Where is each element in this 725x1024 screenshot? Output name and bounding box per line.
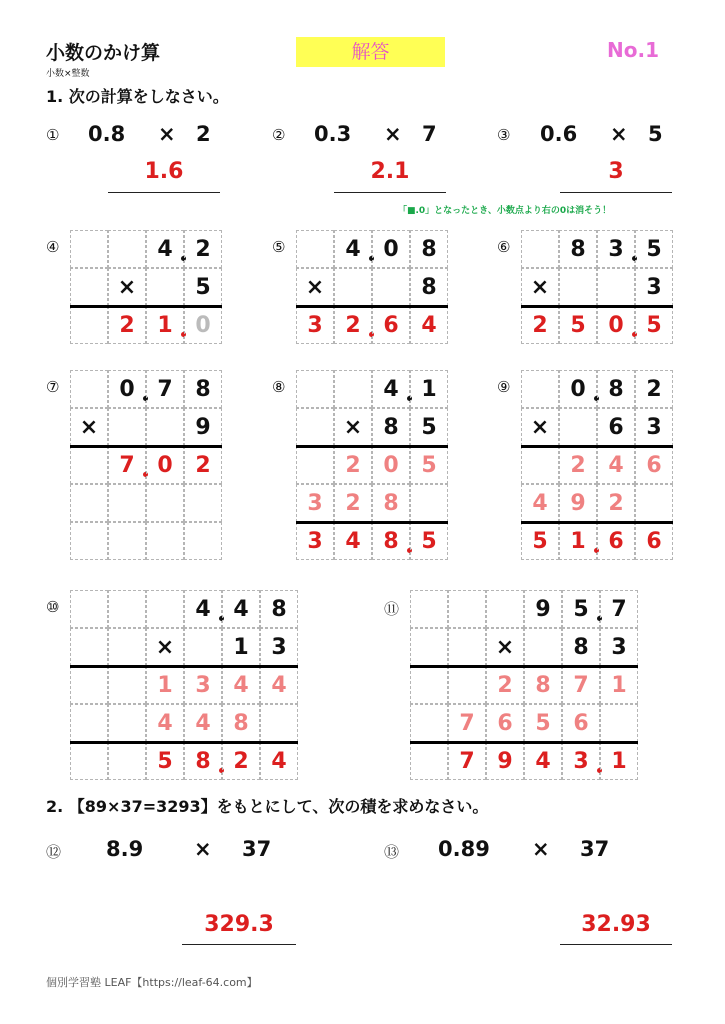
grid-rule [296, 305, 448, 308]
grid-cell: 5 [410, 408, 448, 446]
answer-line [182, 944, 296, 945]
grid-cell: 6 [597, 522, 635, 560]
operand-a: 0.3 [314, 122, 352, 146]
grid-cell: 2 [334, 484, 372, 522]
grid-cell: × [70, 408, 108, 446]
grid-cell: 9 [486, 742, 524, 780]
grid-cell: 8 [410, 268, 448, 306]
grid-cell [296, 408, 334, 446]
grid-cell [146, 484, 184, 522]
grid-cell [70, 268, 108, 306]
grid-cell: 5 [635, 230, 673, 268]
grid-cell: 6 [597, 408, 635, 446]
grid-cell: 3 [260, 628, 298, 666]
grid-cell [334, 370, 372, 408]
grid-cell: 2 [334, 446, 372, 484]
grid-cell [70, 484, 108, 522]
grid-rule [70, 445, 222, 448]
grid-cell [410, 742, 448, 780]
grid-rule [521, 305, 673, 308]
grid-cell [70, 628, 108, 666]
grid-cell: 4 [334, 522, 372, 560]
grid-cell [524, 628, 562, 666]
operator: × [158, 122, 176, 146]
grid-rule [70, 305, 222, 308]
grid-cell [70, 306, 108, 344]
grid-cell: 5 [635, 306, 673, 344]
answer-value: 1.6 [144, 159, 184, 184]
grid-cell [108, 230, 146, 268]
grid-cell: 3 [296, 484, 334, 522]
grid-cell: 7 [146, 370, 184, 408]
grid-cell: 0 [372, 446, 410, 484]
grid-cell: 4 [146, 230, 184, 268]
grid-cell [600, 704, 638, 742]
grid-cell: 1 [410, 370, 448, 408]
section1-heading: 1. 次の計算をしなさい。 [46, 87, 229, 106]
grid-cell: 4 [146, 704, 184, 742]
grid-cell [70, 522, 108, 560]
grid-cell [334, 268, 372, 306]
grid-cell: 6 [486, 704, 524, 742]
grid-cell: 0 [559, 370, 597, 408]
grid-cell [70, 666, 108, 704]
grid-cell [108, 522, 146, 560]
operator: × [194, 837, 212, 861]
grid-cell: 2 [559, 446, 597, 484]
answer-value: 329.3 [204, 912, 274, 937]
grid-cell [521, 370, 559, 408]
operand-b: 7 [422, 122, 437, 146]
grid-cell: 2 [222, 742, 260, 780]
grid-cell: 0 [184, 306, 222, 344]
sheet-number: No.1 [607, 38, 659, 62]
grid-cell: 4 [597, 446, 635, 484]
grid-rule [521, 445, 673, 448]
grid-cell: 5 [410, 446, 448, 484]
grid-cell [108, 666, 146, 704]
operator: × [610, 122, 628, 146]
grid-cell: 3 [296, 522, 334, 560]
grid-rule [410, 665, 638, 668]
grid-cell: 4 [410, 306, 448, 344]
grid-cell: × [521, 408, 559, 446]
section2-heading: 2. 【89×37=3293】をもとにして、次の積を求めなさい。 [46, 797, 489, 816]
grid-cell: 7 [108, 446, 146, 484]
grid-cell: 5 [146, 742, 184, 780]
problem-number: ⑨ [497, 378, 511, 396]
problem-number: ⑪ [384, 600, 400, 618]
grid-cell: × [296, 268, 334, 306]
grid-cell [108, 704, 146, 742]
grid-cell: 4 [184, 704, 222, 742]
grid-cell: 8 [524, 666, 562, 704]
operand-b: 37 [580, 837, 610, 861]
grid-cell: 5 [521, 522, 559, 560]
grid-cell [108, 408, 146, 446]
grid-cell [486, 590, 524, 628]
problem-number: ③ [497, 126, 511, 144]
grid-cell: 3 [635, 408, 673, 446]
grid-cell: 6 [635, 446, 673, 484]
grid-cell: 3 [562, 742, 600, 780]
operand-a: 0.6 [540, 122, 578, 146]
grid-cell [372, 268, 410, 306]
grid-cell [70, 230, 108, 268]
grid-cell: 4 [260, 666, 298, 704]
grid-cell: 4 [184, 590, 222, 628]
grid-cell: 6 [372, 306, 410, 344]
grid-cell [108, 484, 146, 522]
answer-line [560, 944, 672, 945]
problem-number: ④ [46, 238, 60, 256]
grid-cell [260, 704, 298, 742]
grid-cell: 2 [108, 306, 146, 344]
operand-b: 2 [196, 122, 211, 146]
grid-cell [410, 628, 448, 666]
grid-cell: 7 [562, 666, 600, 704]
answer-line [334, 192, 446, 193]
grid-cell: 3 [600, 628, 638, 666]
grid-cell: 9 [524, 590, 562, 628]
grid-cell: 0 [146, 446, 184, 484]
grid-cell [410, 484, 448, 522]
grid-cell [108, 590, 146, 628]
operand-a: 0.8 [88, 122, 126, 146]
grid-cell [448, 666, 486, 704]
answer-line [560, 192, 672, 193]
grid-rule [296, 521, 448, 524]
grid-cell: 8 [559, 230, 597, 268]
grid-cell: 5 [562, 590, 600, 628]
problem-number: ⑥ [497, 238, 511, 256]
grid-cell: 3 [597, 230, 635, 268]
grid-cell [70, 742, 108, 780]
grid-cell: 5 [184, 268, 222, 306]
grid-cell: 4 [260, 742, 298, 780]
grid-cell [559, 268, 597, 306]
grid-cell: 5 [524, 704, 562, 742]
grid-cell: 8 [372, 484, 410, 522]
grid-cell: 0 [597, 306, 635, 344]
grid-cell [70, 446, 108, 484]
grid-cell: 1 [600, 666, 638, 704]
grid-cell [635, 484, 673, 522]
grid-cell [184, 484, 222, 522]
operator: × [384, 122, 402, 146]
grid-cell: 8 [562, 628, 600, 666]
grid-cell: 2 [521, 306, 559, 344]
problem-number: ⑫ [46, 843, 62, 861]
grid-cell: × [108, 268, 146, 306]
problem-number: ⑧ [272, 378, 286, 396]
grid-cell: 1 [600, 742, 638, 780]
grid-cell: 1 [222, 628, 260, 666]
problem-number: ① [46, 126, 60, 144]
grid-cell: 5 [410, 522, 448, 560]
grid-cell [521, 446, 559, 484]
operand-a: 8.9 [106, 837, 144, 861]
grid-cell: 8 [372, 408, 410, 446]
operator: × [532, 837, 550, 861]
grid-cell [296, 370, 334, 408]
operand-b: 37 [242, 837, 272, 861]
grid-cell [597, 268, 635, 306]
grid-cell: 5 [559, 306, 597, 344]
grid-cell: 6 [635, 522, 673, 560]
grid-rule [70, 665, 298, 668]
grid-cell: 2 [334, 306, 372, 344]
grid-cell [108, 742, 146, 780]
grid-cell: 6 [562, 704, 600, 742]
grid-cell: 7 [600, 590, 638, 628]
grid-cell: 0 [108, 370, 146, 408]
problem-number: ② [272, 126, 286, 144]
problem-number: ⑩ [46, 598, 60, 616]
grid-cell: 1 [146, 666, 184, 704]
grid-cell: 8 [222, 704, 260, 742]
grid-cell: 1 [559, 522, 597, 560]
grid-cell [146, 408, 184, 446]
grid-cell: 8 [410, 230, 448, 268]
grid-cell [184, 522, 222, 560]
answer-value: 3 [608, 159, 624, 184]
grid-cell: 2 [635, 370, 673, 408]
answer-value: 32.93 [581, 912, 651, 937]
worksheet-title: 小数のかけ算 [46, 42, 161, 64]
grid-cell: 8 [260, 590, 298, 628]
operand-b: 5 [648, 122, 663, 146]
grid-rule [70, 741, 298, 744]
grid-cell: 8 [597, 370, 635, 408]
grid-cell: × [146, 628, 184, 666]
answer-line [108, 192, 220, 193]
grid-cell: 7 [448, 742, 486, 780]
answer-value: 2.1 [370, 159, 410, 184]
grid-cell [70, 704, 108, 742]
grid-cell: 8 [184, 370, 222, 408]
grid-cell [108, 628, 146, 666]
grid-cell: 0 [372, 230, 410, 268]
grid-cell: × [486, 628, 524, 666]
grid-cell [70, 370, 108, 408]
grid-rule [410, 741, 638, 744]
footer-credit: 個別学習塾 LEAF【https://leaf-64.com】 [46, 976, 258, 989]
grid-cell: 4 [222, 666, 260, 704]
grid-cell [146, 268, 184, 306]
grid-cell [70, 590, 108, 628]
grid-cell: 7 [448, 704, 486, 742]
grid-cell: 1 [146, 306, 184, 344]
grid-rule [521, 521, 673, 524]
grid-cell: 4 [222, 590, 260, 628]
grid-cell: 9 [184, 408, 222, 446]
grid-cell: 4 [334, 230, 372, 268]
grid-cell [410, 590, 448, 628]
grid-cell [410, 704, 448, 742]
grid-cell [296, 230, 334, 268]
answer-badge: 解答 [296, 37, 445, 67]
grid-cell: 9 [559, 484, 597, 522]
grid-cell: 4 [524, 742, 562, 780]
grid-cell [448, 628, 486, 666]
grid-cell: 2 [184, 230, 222, 268]
grid-cell [521, 230, 559, 268]
worksheet-subtitle: 小数×整数 [46, 69, 90, 79]
grid-cell [559, 408, 597, 446]
grid-cell: 8 [184, 742, 222, 780]
grid-rule [296, 445, 448, 448]
grid-cell: 4 [372, 370, 410, 408]
grid-cell: 4 [521, 484, 559, 522]
grid-cell [410, 666, 448, 704]
problem-number: ⑤ [272, 238, 286, 256]
grid-cell [146, 522, 184, 560]
grid-cell: × [334, 408, 372, 446]
grid-cell [296, 446, 334, 484]
grid-cell: × [521, 268, 559, 306]
grid-cell: 2 [184, 446, 222, 484]
operand-a: 0.89 [438, 837, 490, 861]
problem-number: ⑦ [46, 378, 60, 396]
grid-cell: 2 [486, 666, 524, 704]
grid-cell: 2 [597, 484, 635, 522]
grid-cell [184, 628, 222, 666]
grid-cell: 3 [184, 666, 222, 704]
grid-cell: 3 [635, 268, 673, 306]
hint-note: 「■.0」となったとき、小数点より右の0は消そう！ [398, 206, 612, 216]
grid-cell: 3 [296, 306, 334, 344]
grid-cell: 8 [372, 522, 410, 560]
grid-cell [146, 590, 184, 628]
problem-number: ⑬ [384, 843, 400, 861]
grid-cell [448, 590, 486, 628]
